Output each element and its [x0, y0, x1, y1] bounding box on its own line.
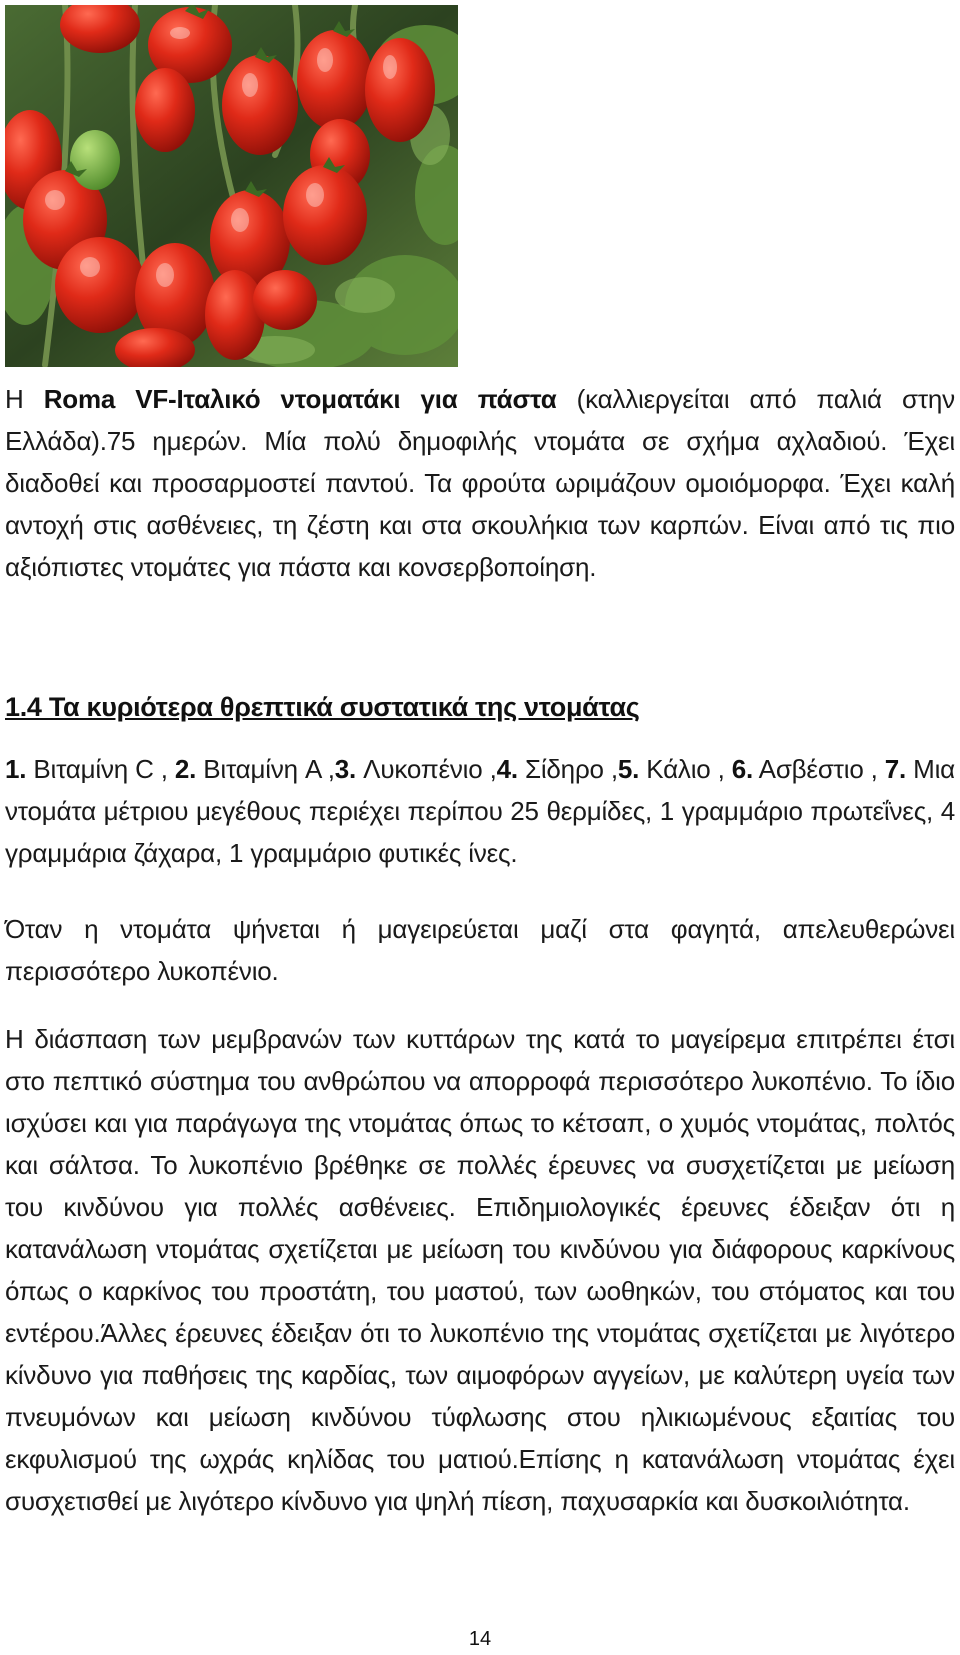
- nutrient-text: Σίδηρο ,: [517, 754, 618, 784]
- nutrient-number: 1.: [5, 754, 27, 784]
- nutrient-text: Μια ντομάτα μέτριου μεγέθους περιέχει περίπου 25 θερμίδες, 1 γραμμάριο πρωτεΐνες, 4 γραμμάρια ζάχαρα, 1 γραμμάριο φυτικές ίνες.: [5, 754, 955, 868]
- nutrient-text: Λυκοπένιο ,: [356, 754, 497, 784]
- nutrient-text: Κάλιο ,: [639, 754, 732, 784]
- cooking-paragraph: Όταν η ντομάτα ψήνεται ή μαγειρεύεται μαζί στα φαγητά, απελευθερώνει περισσότερο λυκοπένιο.: [5, 914, 955, 986]
- section-heading: 1.4 Τα κυριότερα θρεπτικά συστατικά της ντομάτας: [5, 692, 640, 722]
- intro-prefix: Η: [5, 384, 44, 414]
- tomato-illustration: [5, 5, 458, 367]
- nutrient-number: 6.: [731, 754, 754, 784]
- nutrient-number: 7.: [884, 754, 907, 784]
- nutrient-number: 5.: [617, 754, 640, 784]
- intro-body: (καλλιεργείται από παλιά στην Ελλάδα).75 ημερών. Μία πολύ δημοφιλής ντομάτα σε σχήμα αχλαδιού. Έχει διαδοθεί και προσαρμοστεί παντού. Τα φρούτα ωριμάζουν ομοιόμορφα. Έχει καλή αντοχή στις ασθένειες, τη ζέστη και στα σκουλήκια των καρπών. Είναι από τις πιο αξιόπιστες ντομάτες για πάστα και κονσερβοποίηση.: [5, 384, 955, 582]
- page-number: 14: [468, 1628, 492, 1650]
- lycopene-paragraph: Η διάσπαση των μεμβρανών των κυττάρων της κατά το μαγείρεμα επιτρέπει έτσι στο πεπτικό σύστημα του ανθρώπου να απορροφά περισσότερο λυκοπένιο. Το ίδιο ισχύσει και για παράγωγα της ντομάτας όπως το κέτσαπ, ο χυμός ντομάτας, πολτός και σάλτσα. Το λυκοπένιο βρέθηκε σε πολλές έρευνες να συσχετίζεται με μείωση του κινδύνου για πολλές ασθένειες. Επιδημιολογικές έρευνες έδειξαν ότι η κατανάλωση ντομάτας σχετίζεται με μείωση του κινδύνου για διάφορους καρκίνους όπως ο καρκίνος του προστάτη, του μαστού, των ωοθηκών, του στόματος και του εντέρου.Άλλες έρευνες έδειξαν ότι το λυκοπένιο της ντομάτας σχετίζεται με λιγότερο κίνδυνο για παθήσεις της καρδίας, των αιμοφόρων αγγείων, με καλύτερη υγεία των πνευμόνων και μείωση κινδύνου τύφλωσης στου ηλικιωμένους εξαιτίας του εκφυλισμού της ωχράς κηλίδας του ματιού.Επίσης η κατανάλωση ντομάτας έχει συσχετισθεί με λιγότερο κίνδυνο για ψηλή πίεση, παχυσαρκία και δυσκοιλιότητα.: [5, 1024, 955, 1516]
- nutrient-number: 4.: [496, 754, 518, 784]
- nutrient-number: 3.: [334, 754, 357, 784]
- nutrient-number: 2.: [174, 754, 197, 784]
- nutrient-text: Βιταμίνη C ,: [26, 754, 175, 784]
- nutrient-text: Βιταμίνη A ,: [196, 754, 335, 784]
- tomato-photo: [5, 5, 458, 367]
- nutrient-text: Ασβέστιο ,: [753, 754, 885, 784]
- intro-paragraph: [5, 378, 955, 588]
- nutrients-paragraph: [5, 748, 955, 874]
- variety-name: Roma VF-Ιταλικό ντοματάκι για πάστα: [43, 384, 557, 414]
